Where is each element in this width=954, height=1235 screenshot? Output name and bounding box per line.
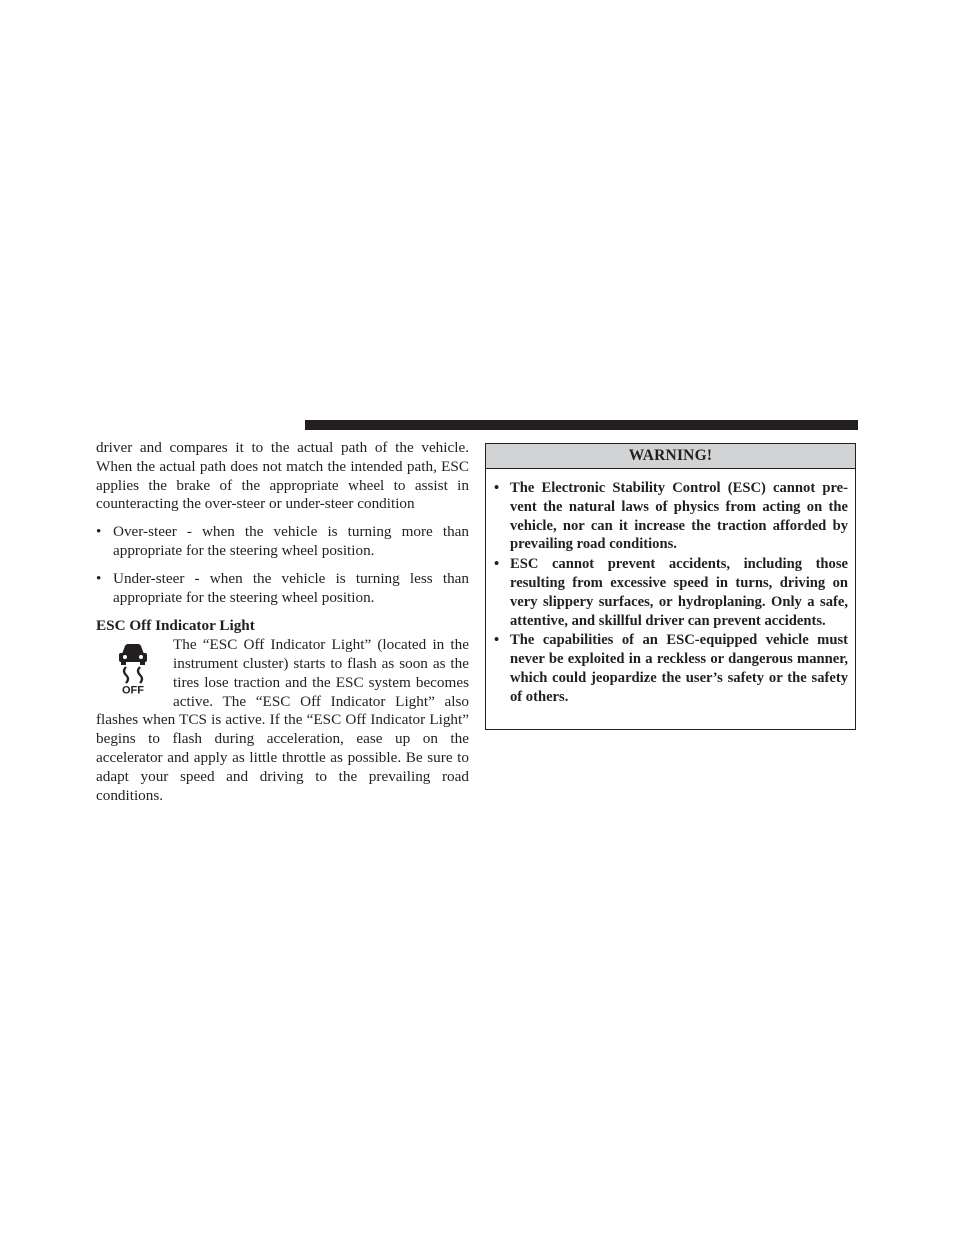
esc-off-indicator-icon	[108, 640, 158, 696]
warning-title: WARNING!	[486, 444, 855, 469]
warning-box	[485, 443, 856, 730]
steer-condition-list	[96, 523, 469, 607]
warning-item-text: The Electronic Stability Control (ESC) cannot pre-vent the natural laws of physics from acting on the vehicle, nor can it increase the traction afforded by prevailing road conditions.	[510, 480, 848, 553]
esc-indicator-paragraph: The “ESC Off Indicator Light” (located in the instrument cluster) starts to flash as soon as the tires lose traction and the ESC system becomes active. The “ESC Off Indicator Light” also flashes when TCS is active. If the “ESC Off Indicator Light” begins to flash during acceleration, ease up on the accelerator and apply as little throttle as possible. Be sure to adapt your speed and driving to the prevailing road conditions.	[96, 636, 469, 804]
warning-item-text: The capabilities of an ESC-equipped vehicle must never be exploited in a reckless or dangerous manner, which could jeopardize the user’s safety or the safety of others.	[510, 632, 848, 705]
list-item-text: Over-steer - when the vehicle is turning more than appropriate for the steering wheel position.	[113, 523, 469, 559]
list-item	[96, 570, 469, 608]
page-header-bar	[305, 420, 858, 430]
left-column	[96, 439, 469, 805]
section-heading: ESC Off Indicator Light	[96, 617, 255, 635]
warning-list	[486, 469, 855, 707]
esc-indicator-block	[96, 636, 469, 805]
bullet-icon: •	[494, 556, 500, 573]
warning-item-text: ESC cannot prevent accidents, including those resulting from excessive speed in turns, driving on very slippery surfaces, or hydroplaning. Only a safe, attentive, and skillful driver can prevent accidents.	[510, 556, 848, 629]
list-item	[494, 631, 848, 706]
bullet-icon: •	[96, 569, 102, 587]
list-item	[494, 479, 848, 554]
list-item	[494, 555, 848, 630]
list-item	[96, 523, 469, 561]
bullet-icon: •	[96, 523, 102, 541]
intro-paragraph: driver and compares it to the actual path of the vehicle. When the actual path does not match the intended path, ESC applies the brake of the appropriate wheel to assist in counteracting the over-steer or under-steer condition	[96, 439, 469, 513]
bullet-icon: •	[494, 632, 500, 649]
esc-off-icon-label: OFF	[122, 684, 144, 697]
list-item-text: Under-steer - when the vehicle is turning less than appropriate for the steering wheel position.	[113, 569, 469, 606]
bullet-icon: •	[494, 480, 500, 496]
